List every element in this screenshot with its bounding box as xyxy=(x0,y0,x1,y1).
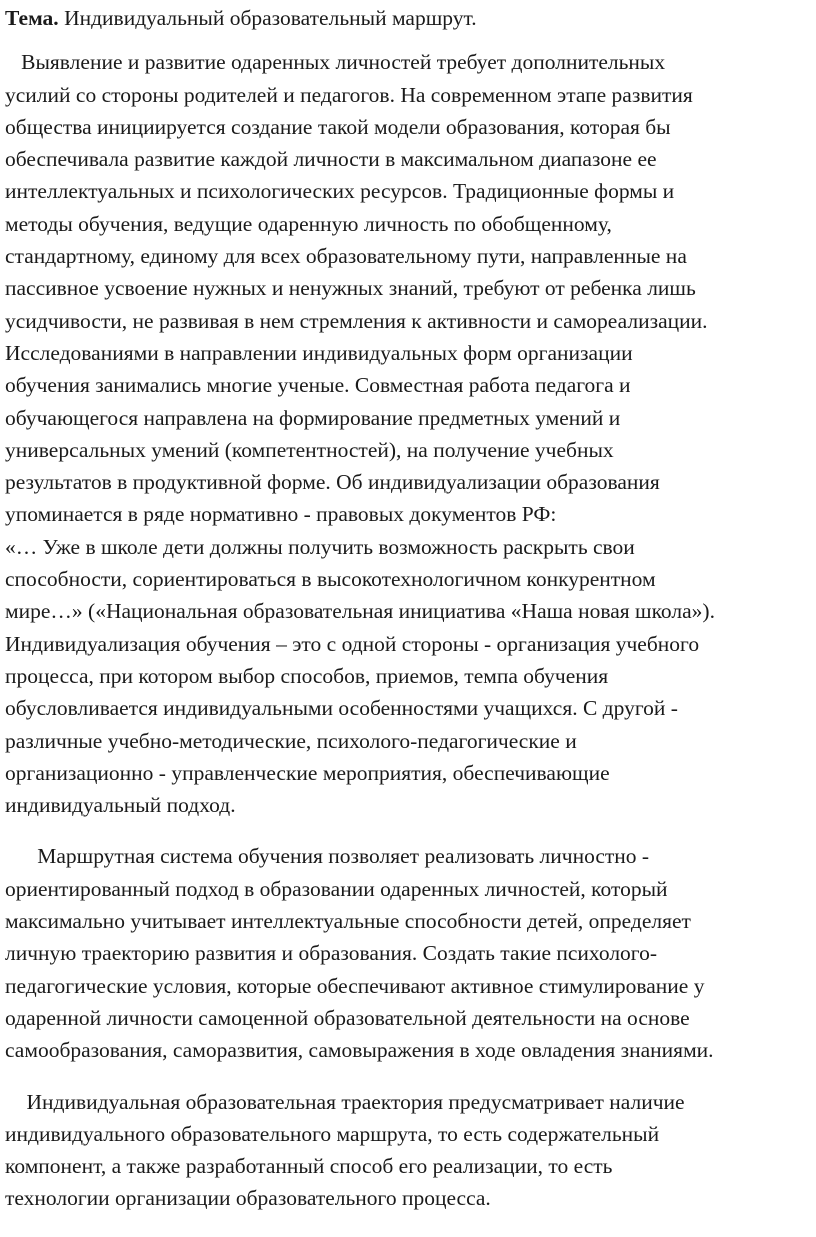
paragraph-line: технологии организации образовательного процесса. xyxy=(5,1186,491,1211)
paragraph-line: Индивидуальная образовательная траектория предусматривает наличие xyxy=(5,1089,685,1114)
paragraph-line: Выявление и развитие одаренных личностей требует дополнительных xyxy=(5,50,666,75)
paragraph-line: обучающегося направлена на формирование предметных умений и xyxy=(5,405,621,430)
paragraph-line: усидчивости, не развивая в нем стремления к активности и самореализации. xyxy=(5,308,708,333)
paragraph-line: Исследованиями в направлении индивидуальных форм организации xyxy=(5,340,633,365)
paragraph-line: личную траекторию развития и образования. Создать такие психолого- xyxy=(5,941,657,966)
paragraph-2 xyxy=(5,840,806,1066)
paragraph-line: интеллектуальных и психологических ресурсов. Традиционные формы и xyxy=(5,179,675,204)
title-label: Тема. xyxy=(5,6,59,30)
paragraph-line: организационно - управленческие мероприятия, обеспечивающие xyxy=(5,760,610,785)
title-text: Индивидуальный образовательный маршрут. xyxy=(58,6,477,30)
paragraph-line: индивидуального образовательного маршрута, то есть содержательный xyxy=(5,1121,660,1146)
paragraph-line: одаренной личности самоценной образовательной деятельности на основе xyxy=(5,1005,690,1030)
paragraph-line: методы обучения, ведущие одаренную личность по обобщенному, xyxy=(5,211,612,236)
paragraph-line: обеспечивала развитие каждой личности в максимальном диапазоне ее xyxy=(5,147,657,172)
paragraph-line: «… Уже в школе дети должны получить возможность раскрыть свои xyxy=(5,534,635,559)
document-title xyxy=(5,0,806,34)
paragraph-line: мире…» («Национальная образовательная инициатива «Наша новая школа»). xyxy=(5,599,715,624)
paragraph-1 xyxy=(5,46,806,821)
paragraph-line: ориентированный подход в образовании одаренных личностей, который xyxy=(5,876,668,901)
paragraph-line: индивидуальный подход. xyxy=(5,793,236,818)
paragraph-line: Маршрутная система обучения позволяет реализовать личностно - xyxy=(5,844,650,869)
paragraph-line: максимально учитывает интеллектуальные способности детей, определяет xyxy=(5,909,691,934)
paragraph-line: различные учебно-методические, психолого-педагогические и xyxy=(5,728,577,753)
paragraph-line: Индивидуализация обучения – это с одной стороны - организация учебного xyxy=(5,631,700,656)
paragraph-line: способности, сориентироваться в высокотехнологичном конкурентном xyxy=(5,567,656,592)
paragraph-line: обусловливается индивидуальными особенностями учащихся. С другой - xyxy=(5,696,678,721)
paragraph-line: компонент, а также разработанный способ его реализации, то есть xyxy=(5,1154,613,1179)
paragraph-line: обучения занимались многие ученые. Совместная работа педагога и xyxy=(5,373,631,398)
paragraph-line: стандартному, единому для всех образовательному пути, направленные на xyxy=(5,244,687,269)
paragraph-line: пассивное усвоение нужных и ненужных знаний, требуют от ребенка лишь xyxy=(5,276,696,301)
paragraph-line: педагогические условия, которые обеспечивают активное стимулирование у xyxy=(5,973,705,998)
paragraph-line: процесса, при котором выбор способов, приемов, темпа обучения xyxy=(5,663,609,688)
paragraph-line: усилий со стороны родителей и педагогов. На современном этапе развития xyxy=(5,82,693,107)
paragraph-3 xyxy=(5,1086,806,1215)
paragraph-line: универсальных умений (компетентностей), на получение учебных xyxy=(5,437,614,462)
paragraph-line: общества инициируется создание такой модели образования, которая бы xyxy=(5,114,671,139)
paragraph-line: результатов в продуктивной форме. Об индивидуализации образования xyxy=(5,470,660,495)
paragraph-line: самообразования, саморазвития, самовыражения в ходе овладения знаниями. xyxy=(5,1038,714,1063)
paragraph-line: упоминается в ряде нормативно - правовых документов РФ: xyxy=(5,502,557,527)
